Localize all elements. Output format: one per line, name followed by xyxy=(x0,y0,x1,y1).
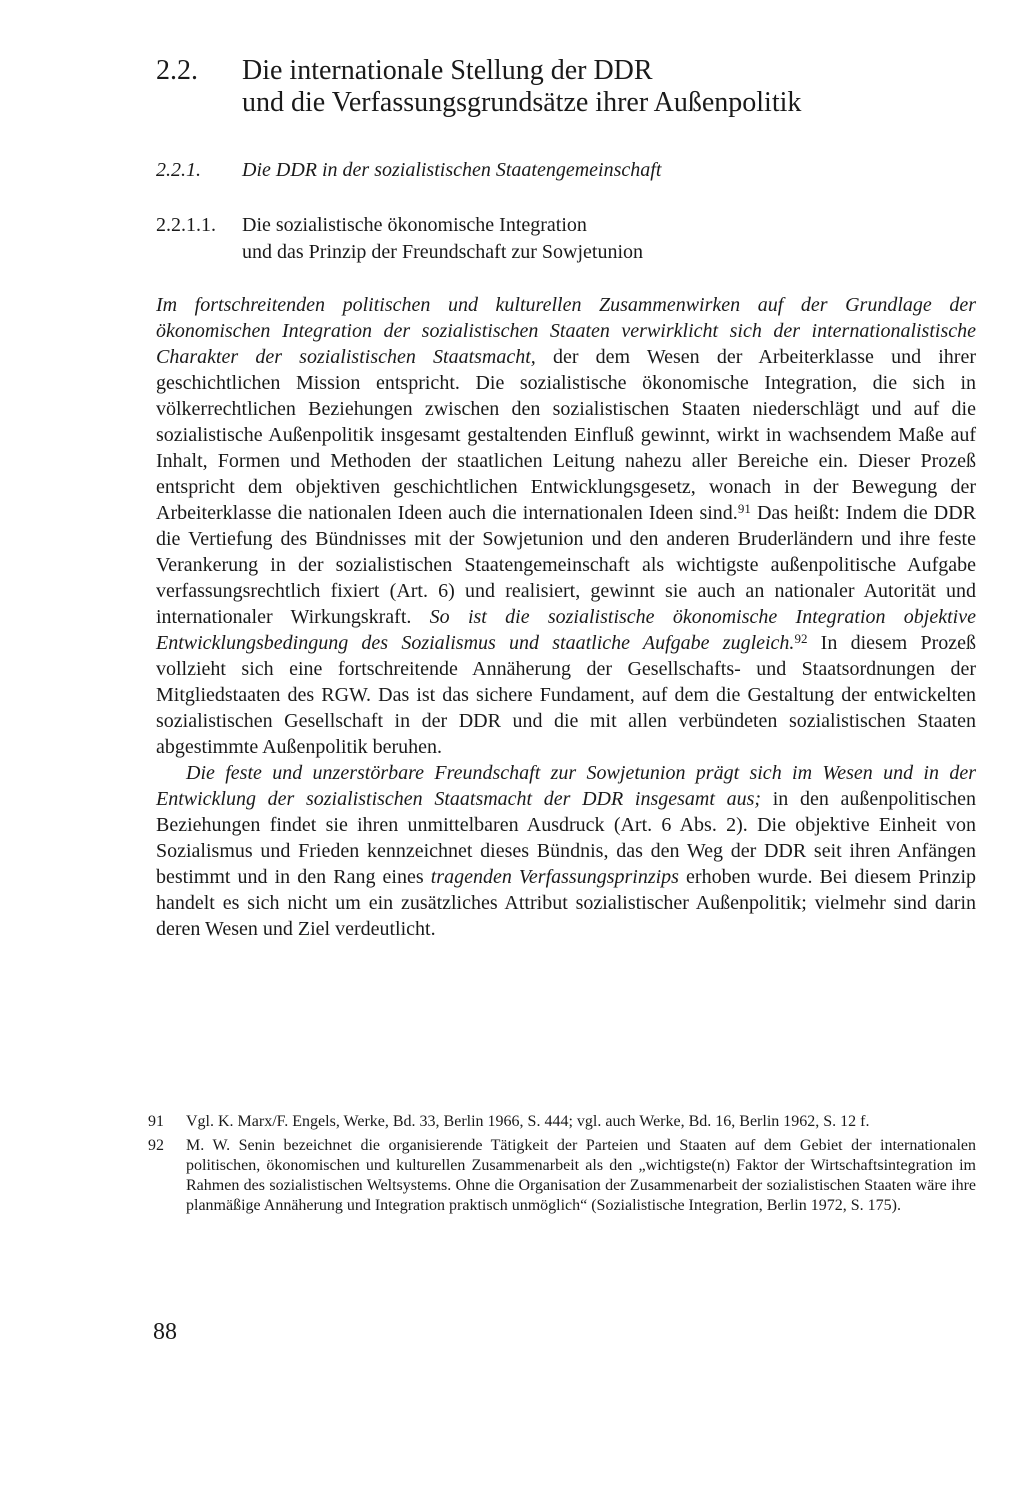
subsection-heading xyxy=(156,157,996,183)
body-text xyxy=(156,292,976,942)
section-title-line-1: Die internationale Stellung der DDR xyxy=(242,55,653,86)
section-number: 2.2. xyxy=(156,55,198,86)
footnotes xyxy=(148,1112,976,1220)
emphasis-text: Die feste und unzerstörbare Freundschaft zur Sowjetunion prägt sich im Wesen und in der Entwicklung der sozialistischen Staatsmacht der DDR insgesamt aus; xyxy=(156,762,976,810)
paragraph-2 xyxy=(156,760,976,942)
footnote-text: M. W. Senin bezeichnet die organisierende Tätigkeit der Parteien und Staaten auf dem Gebiet der internationalen politischen, ökonomischen und kulturellen Zusammenarbeit als den „wichtigste(n) Faktor der Wirtschaftsintegration im Rahmen des sozialistischen Weltsystems. Ohne die Organisation der Zusammenarbeit der sozialistischen Staaten wäre ihre planmäßige Annäherung und Integration praktisch unmöglich“ (Sozialistische Integration, Berlin 1972, S. 175). xyxy=(186,1137,976,1214)
subsubsection-number: 2.2.1.1. xyxy=(156,214,216,236)
body-text-run: In diesem Prozeß vollzieht sich eine fortschreitende Annäherung der Gesellschafts- und Staatsordnungen der Mitgliedstaaten des RGW. Das ist das sichere Fundament, auf dem die Gestaltung der entwickelten sozialistischen Gesellschaft in der DDR und die mit allen verbündeten sozialistischen Staaten abgestimmte Außenpolitik beruhen. xyxy=(156,632,976,758)
footnote-ref-92[interactable]: 92 xyxy=(794,631,808,646)
footnote-91 xyxy=(148,1112,976,1132)
footnote-ref-91[interactable]: 91 xyxy=(737,501,751,516)
emphasis-text: Im fortschreitenden politischen und kulturellen Zusammenwirken auf der Grundlage der ökonomischen Integration der sozialistischen Staaten verwirklicht sich der internationalistische Charakter der sozialistischen Staatsmacht, xyxy=(156,294,976,368)
paragraph-1 xyxy=(156,292,976,760)
body-text-run: der dem Wesen der Arbeiterklasse und ihrer geschichtlichen Mission entspricht. Die sozialistische ökonomische Integration, die sich in völkerrechtlichen Beziehungen zwischen den sozialistischen Staaten niederschlägt und auf die sozialistische Außenpolitik insgesamt gestaltenden Einfluß gewinnt, wirkt in wachsendem Maße auf Inhalt, Formen und Methoden der staatlichen Leitung nahezu aller Bereiche ein. Dieser Prozeß entspricht dem objektiven geschichtlichen Entwicklungsgesetz, wonach in der Bewegung der Arbeiterklasse die nationalen Ideen auch die internationalen Ideen sind. xyxy=(156,346,976,524)
subsection-number: 2.2.1. xyxy=(156,159,201,181)
footnote-number: 92 xyxy=(148,1137,164,1154)
footnote-92 xyxy=(148,1136,976,1216)
body-text-run: in den außenpolitischen Beziehungen findet sie ihren unmittelbaren Ausdruck (Art. 6 Abs. 2). Die objektive Einheit von Sozialismus und Frieden kennzeichnet dieses Bündnis, das den Weg der DDR seit ihren Anfängen bestimmt und in den Rang eines xyxy=(156,788,977,888)
subsubsection-title-line-2: und das Prinzip der Freundschaft zur Sowjetunion xyxy=(242,241,644,263)
footnote-number: 91 xyxy=(148,1113,164,1130)
page-number: 88 xyxy=(153,1319,177,1345)
section-title-line-2: und die Verfassungsgrundsätze ihrer Außenpolitik xyxy=(242,87,802,118)
emphasis-text: tragenden Verfassungsprinzips xyxy=(430,866,679,888)
subsubsection-title xyxy=(242,212,643,266)
body-text-run: erhoben wurde. Bei diesem Prinzip handelt es sich nicht um ein zusätzliches Attribut sozialistischer Außenpolitik; vielmehr sind darin deren Wesen und Ziel verdeutlicht. xyxy=(156,866,977,940)
subsection-title: Die DDR in der sozialistischen Staatengemeinschaft xyxy=(242,159,662,181)
body-text-run: Das heißt: Indem die DDR die Vertiefung des Bündnisses mit der Sowjetunion und den anderen Bruderländern und ihre feste Verankerung in der sozialistischen Staatengemeinschaft als wichtigste außenpolitische Aufgabe verfassungsrechtlich fixiert (Art. 6) und realisiert, gewinnt sie auch an nationaler Autorität und internationaler Wirkungskraft. xyxy=(156,502,976,628)
emphasis-text: So ist die sozialistische ökonomische Integration objektive Entwicklungsbedingung des Sozialismus und staatliche Aufgabe zugleich. xyxy=(156,606,976,654)
section-title xyxy=(242,55,801,119)
subsubsection-title-line-1: Die sozialistische ökonomische Integration xyxy=(242,214,587,236)
footnote-text: Vgl. K. Marx/F. Engels, Werke, Bd. 33, Berlin 1966, S. 444; vgl. auch Werke, Bd. 16, Berlin 1962, S. 12 f. xyxy=(186,1113,870,1130)
subsubsection-heading xyxy=(156,212,996,263)
